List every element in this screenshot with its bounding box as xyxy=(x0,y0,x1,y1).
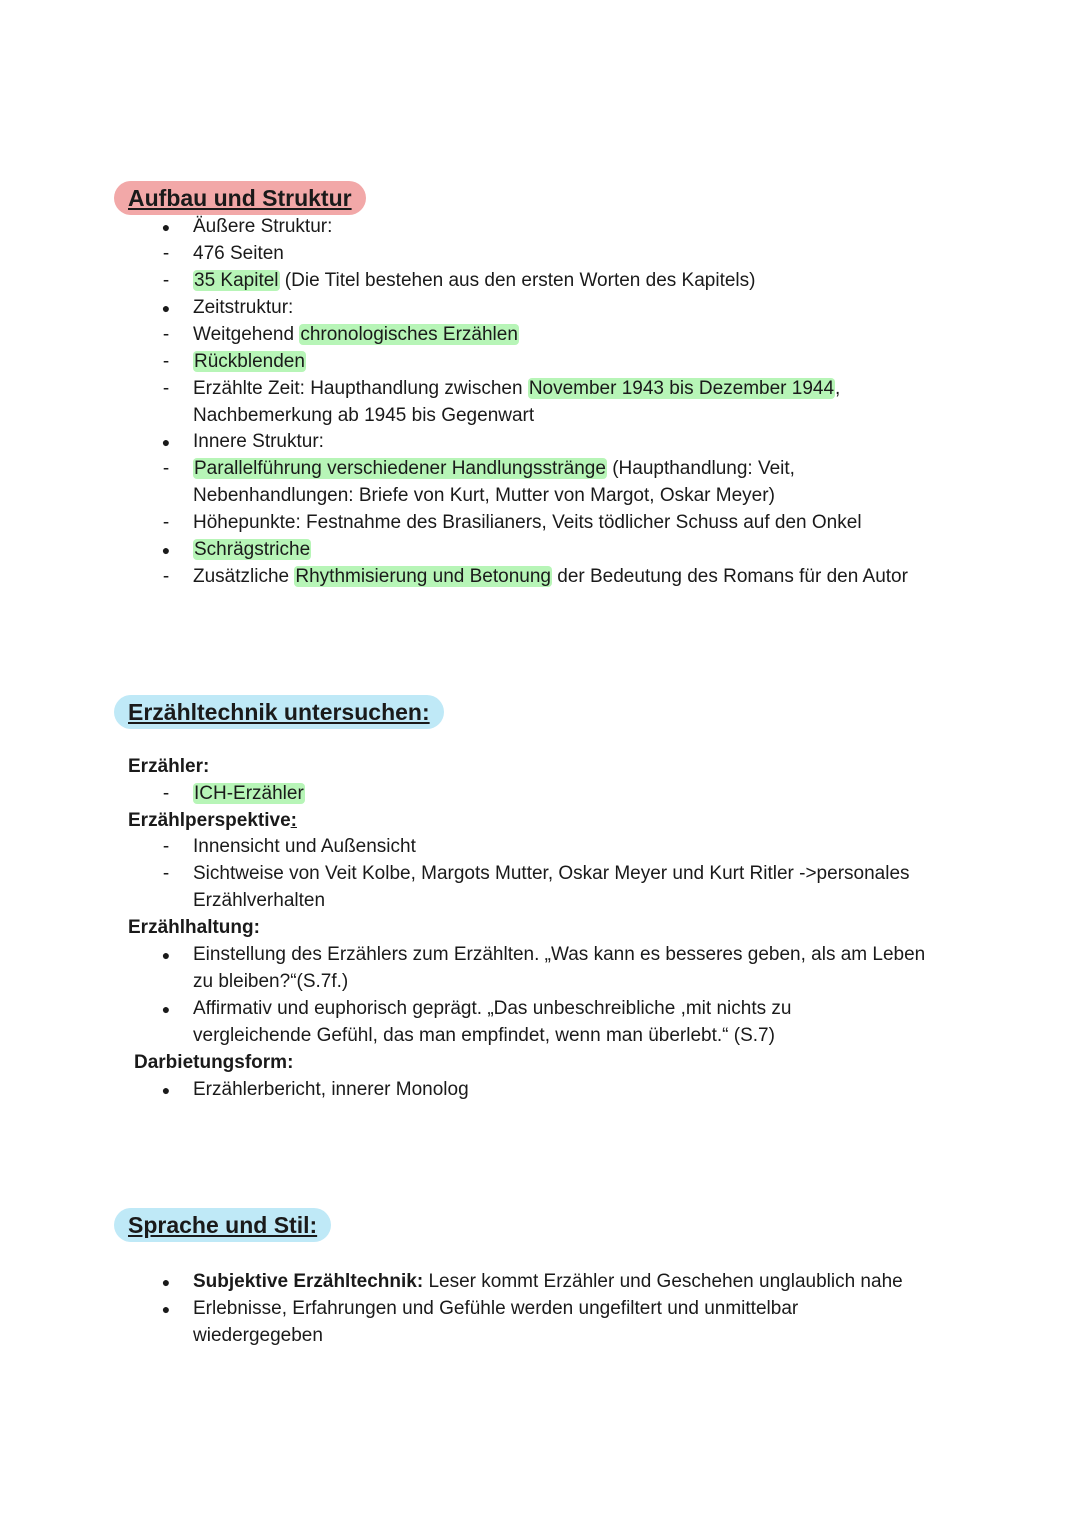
list-item: Äußere Struktur: xyxy=(193,216,333,237)
bullet-marker: ● xyxy=(161,1082,171,1098)
label-erzaehlhaltung: Erzählhaltung: xyxy=(128,917,260,938)
dash-marker: - xyxy=(162,566,170,587)
list-item: Affirmativ und euphorisch geprägt. „Das unbeschreibliche ,mit nichts zu xyxy=(193,998,792,1019)
list-item-continuation: zu bleiben?“(S.7f.) xyxy=(193,971,349,992)
list-item: Zeitstruktur: xyxy=(193,297,294,318)
dash-marker: - xyxy=(162,324,170,345)
list-item-continuation: Erzählverhalten xyxy=(193,890,326,911)
dash-marker: - xyxy=(162,243,170,264)
dash-marker: - xyxy=(162,863,170,884)
list-item: Erzählerbericht, innerer Monolog xyxy=(193,1079,469,1100)
list-item xyxy=(193,348,306,375)
list-item: Zusätzliche Rhythmisierung und Betonung der Bedeutung des Romans für den Autor xyxy=(193,566,908,587)
list-item: Innere Struktur: xyxy=(193,431,324,452)
dash-marker: - xyxy=(162,512,170,533)
list-item: Innensicht und Außensicht xyxy=(193,836,416,857)
dash-marker: - xyxy=(162,836,170,857)
highlight: 35 Kapitel xyxy=(194,270,279,291)
heading-sprache-stil: Sprache und Stil: xyxy=(114,1208,331,1242)
highlight: November 1943 bis Dezember 1944 xyxy=(528,378,835,399)
list-item xyxy=(193,780,305,807)
list-item: 35 Kapitel (Die Titel bestehen aus den ersten Worten des Kapitels) xyxy=(194,270,756,291)
list-item-continuation: wiedergegeben xyxy=(193,1325,323,1346)
bullet-marker: ● xyxy=(161,434,171,450)
label-darbietungsform: Darbietungsform: xyxy=(134,1052,294,1073)
bullet-marker: ● xyxy=(161,1301,171,1317)
dash-marker: - xyxy=(162,458,170,479)
highlight: Rhythmisierung und Betonung xyxy=(295,566,551,587)
list-item-continuation: vergleichende Gefühl, das man empfindet, wenn man überlebt.“ (S.7) xyxy=(193,1025,775,1046)
list-item-continuation: Nebenhandlungen: Briefe von Kurt, Mutter von Margot, Oskar Meyer) xyxy=(193,485,775,506)
highlight: ICH-Erzähler xyxy=(194,783,304,804)
bullet-marker: ● xyxy=(161,1001,171,1017)
highlight: Schrägstriche xyxy=(194,539,311,560)
list-item: Weitgehend chronologisches Erzählen xyxy=(193,324,518,345)
bullet-marker: ● xyxy=(161,219,171,235)
label-erzaehlperspektive: Erzählperspektive: xyxy=(128,810,297,831)
heading-erzaehltechnik: Erzähltechnik untersuchen: xyxy=(114,695,444,729)
bullet-marker: ● xyxy=(161,542,171,558)
list-item: Erlebnisse, Erfahrungen und Gefühle werden ungefiltert und unmittelbar xyxy=(193,1298,799,1319)
label-erzaehler: Erzähler: xyxy=(128,756,210,777)
highlight: Rückblenden xyxy=(194,351,305,372)
highlight: Parallelführung verschiedener Handlungsstränge xyxy=(194,458,606,479)
bullet-marker: ● xyxy=(161,300,171,316)
dash-marker: - xyxy=(162,783,170,804)
list-item: Einstellung des Erzählers zum Erzählten. „Was kann es besseres geben, als am Leben xyxy=(193,944,926,965)
list-item: Höhepunkte: Festnahme des Brasilianers, Veits tödlicher Schuss auf den Onkel xyxy=(193,512,862,533)
dash-marker: - xyxy=(162,270,170,291)
highlight: chronologisches Erzählen xyxy=(300,324,518,345)
heading-aufbau-struktur: Aufbau und Struktur xyxy=(114,181,366,215)
list-item: Erzählte Zeit: Haupthandlung zwischen November 1943 bis Dezember 1944, xyxy=(193,378,841,399)
list-item xyxy=(193,536,311,563)
dash-marker: - xyxy=(162,351,170,372)
bullet-marker: ● xyxy=(161,1274,171,1290)
list-item: 476 Seiten xyxy=(193,243,284,264)
list-item: Subjektive Erzähltechnik: Leser kommt Erzähler und Geschehen unglaublich nahe xyxy=(193,1271,903,1292)
list-item: Parallelführung verschiedener Handlungsstränge (Haupthandlung: Veit, xyxy=(194,458,795,479)
list-item-continuation: Nachbemerkung ab 1945 bis Gegenwart xyxy=(193,405,535,426)
bullet-marker: ● xyxy=(161,947,171,963)
dash-marker: - xyxy=(162,378,170,399)
list-item: Sichtweise von Veit Kolbe, Margots Mutter, Oskar Meyer und Kurt Ritler ->personales xyxy=(193,863,910,884)
